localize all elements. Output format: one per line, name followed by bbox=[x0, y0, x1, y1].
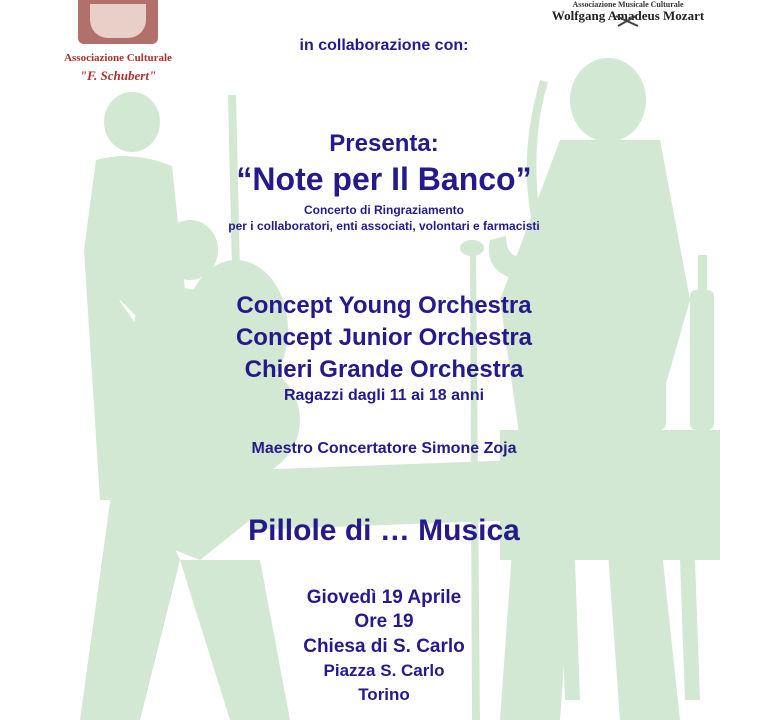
conductor-label: Maestro Concertatore Simone Zoja bbox=[251, 440, 517, 457]
event-city: Torino bbox=[358, 685, 410, 704]
collaboration-label: in collaborazione con: bbox=[299, 37, 469, 54]
schubert-logo-line2: "F. Schubert" bbox=[79, 68, 157, 83]
presenta-heading: Presenta: bbox=[329, 130, 439, 157]
orchestra-name: Concept Young Orchestra bbox=[236, 292, 532, 319]
orchestra-name: Concept Junior Orchestra bbox=[235, 324, 533, 351]
mozart-logo-line2: Wolfgang Amadeus Mozart bbox=[551, 8, 705, 23]
event-audience: per i collaboratori, enti associati, volontari e farmacisti bbox=[228, 219, 540, 233]
ages-label: Ragazzi dagli 11 ai 18 anni bbox=[283, 387, 485, 404]
event-address: Piazza S. Carlo bbox=[323, 661, 445, 680]
schubert-logo-line1: Associazione Culturale bbox=[64, 52, 172, 64]
mozart-logo-line1: Associazione Musicale Culturale bbox=[572, 0, 684, 9]
event-venue: Chiesa di S. Carlo bbox=[303, 636, 465, 657]
event-date: Giovedì 19 Aprile bbox=[306, 587, 462, 608]
orchestra-name: Chieri Grande Orchestra bbox=[244, 356, 524, 383]
event-subtitle: Concerto di Ringraziamento bbox=[303, 203, 464, 217]
event-title: “Note per Il Banco” bbox=[236, 161, 532, 197]
mozart-emblem-icon bbox=[614, 14, 640, 28]
event-time: Ore 19 bbox=[354, 611, 414, 632]
program-title: Pillole di … Musica bbox=[248, 514, 520, 547]
mozart-association-logo bbox=[528, 0, 728, 30]
